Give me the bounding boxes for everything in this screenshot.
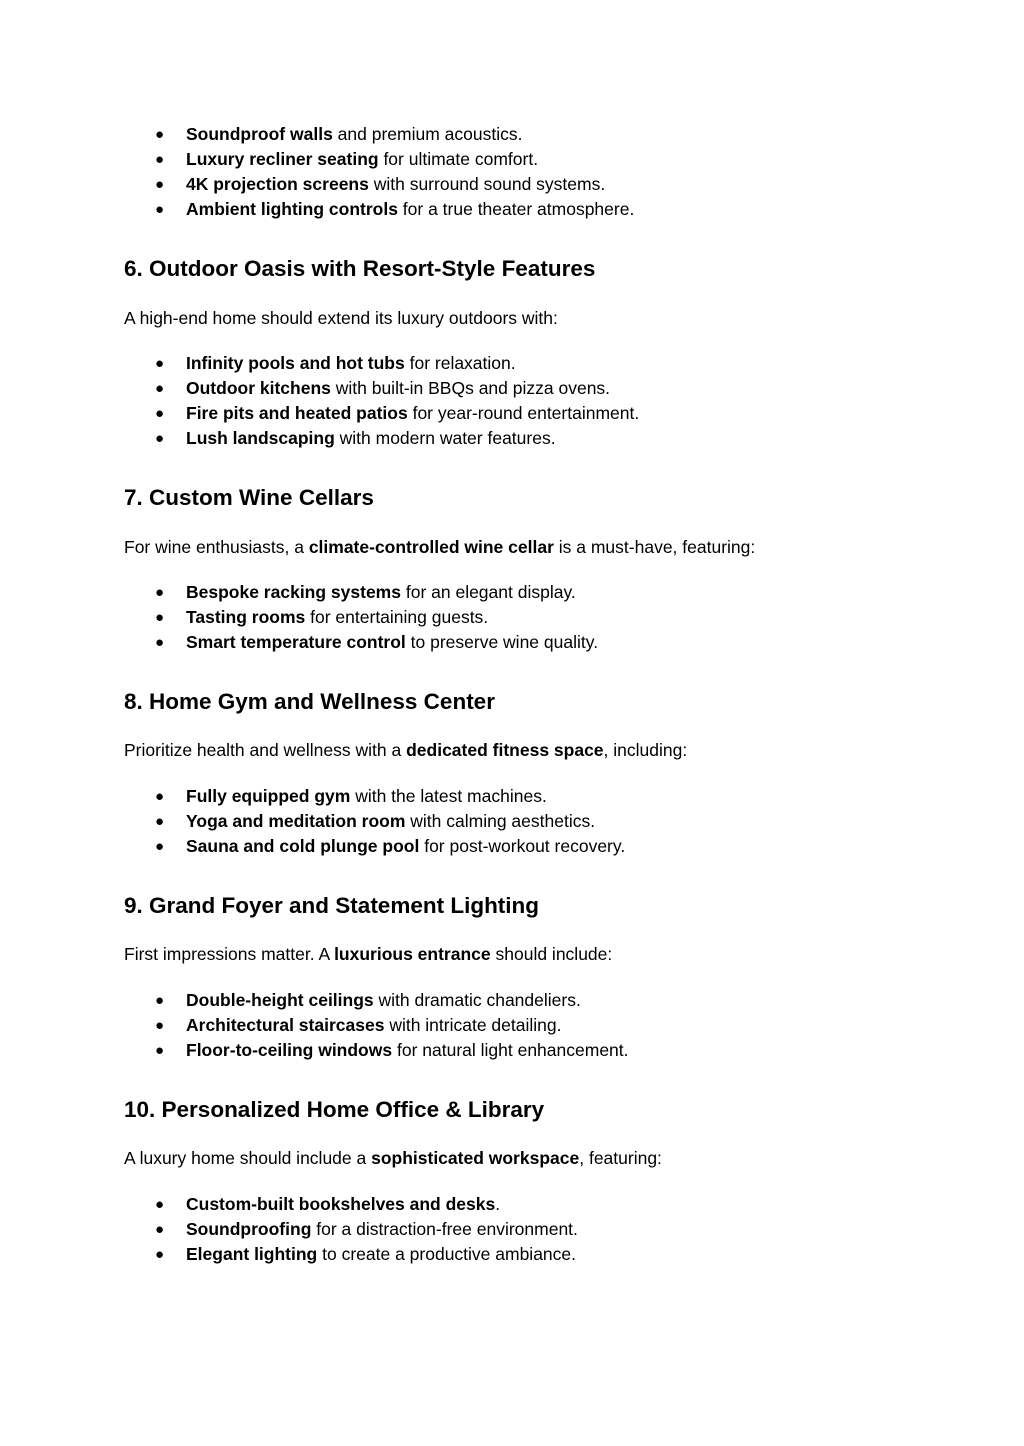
feature-description: for post-workout recovery.: [419, 836, 626, 856]
bullet-icon: ●: [155, 151, 165, 168]
section-7-feature-item: [124, 580, 598, 605]
bullet-icon: ●: [155, 355, 165, 372]
feature-name: Custom-built bookshelves and desks: [186, 1194, 496, 1214]
intro-text: , including:: [603, 740, 688, 760]
section-9-heading: 9. Grand Foyer and Statement Lighting: [124, 893, 540, 918]
feature-description: for entertaining guests.: [305, 607, 489, 627]
section-6-feature-item: [124, 351, 639, 376]
feature-description: for an elegant display.: [400, 582, 576, 602]
section-7-intro: [124, 535, 755, 560]
section-8-intro: [124, 738, 687, 763]
section-10-feature-item: [124, 1217, 578, 1242]
feature-description: with built-in BBQs and pizza ovens.: [330, 378, 611, 398]
section-10-intro: [124, 1146, 662, 1171]
bullet-icon: ●: [155, 201, 165, 218]
bullet-icon: ●: [155, 813, 165, 830]
feature-description: for relaxation.: [404, 353, 516, 373]
section-8-feature-item: [124, 784, 625, 809]
feature-name: Bespoke racking systems: [186, 582, 401, 602]
feature-name: Elegant lighting: [186, 1244, 318, 1264]
section-6-feature-item: [124, 376, 639, 401]
section-6-intro: [124, 306, 558, 331]
section-10-feature-item: [124, 1242, 578, 1267]
intro-text: , featuring:: [579, 1148, 662, 1168]
section-10-feature-item: [124, 1192, 578, 1217]
section-9-intro: [124, 942, 612, 967]
feature-name: Fire pits and heated patios: [186, 403, 408, 423]
intro-text: For wine enthusiasts, a: [124, 537, 309, 557]
bullet-icon: ●: [155, 838, 165, 855]
section-7-heading: 7. Custom Wine Cellars: [124, 485, 374, 510]
feature-name: Soundproof walls: [186, 124, 333, 144]
bullet-icon: ●: [155, 1017, 165, 1034]
feature-description: with modern water features.: [334, 428, 556, 448]
bullet-icon: ●: [155, 1246, 165, 1263]
intro-emphasis: dedicated fitness space: [406, 740, 604, 760]
section-9-feature-list: [124, 988, 629, 1063]
section-8-heading: 8. Home Gym and Wellness Center: [124, 689, 495, 714]
feature-name: Sauna and cold plunge pool: [186, 836, 420, 856]
section-6-feature-item: [124, 401, 639, 426]
feature-description: to preserve wine quality.: [405, 632, 599, 652]
bullet-icon: ●: [155, 405, 165, 422]
section-8-feature-item: [124, 809, 625, 834]
bullet-icon: ●: [155, 380, 165, 397]
feature-name: Smart temperature control: [186, 632, 406, 652]
bullet-icon: ●: [155, 634, 165, 651]
section-8-feature-item: [124, 834, 625, 859]
bullet-icon: ●: [155, 584, 165, 601]
bullet-icon: ●: [155, 609, 165, 626]
bullet-icon: ●: [155, 1196, 165, 1213]
section-7-feature-list: [124, 580, 598, 655]
section-10-heading: 10. Personalized Home Office & Library: [124, 1097, 545, 1122]
bullet-icon: ●: [155, 1042, 165, 1059]
feature-name: Luxury recliner seating: [186, 149, 379, 169]
intro-emphasis: luxurious entrance: [334, 944, 491, 964]
intro-text: First impressions matter. A: [124, 944, 335, 964]
home-theater-feature-item: [124, 172, 634, 197]
feature-name: Double-height ceilings: [186, 990, 374, 1010]
bullet-icon: ●: [155, 1221, 165, 1238]
feature-name: Architectural staircases: [186, 1015, 385, 1035]
feature-description: .: [495, 1194, 501, 1214]
section-7-feature-item: [124, 630, 598, 655]
feature-description: with calming aesthetics.: [405, 811, 596, 831]
intro-text: should include:: [490, 944, 613, 964]
home-theater-feature-list: [124, 122, 634, 222]
bullet-icon: ●: [155, 176, 165, 193]
feature-name: Outdoor kitchens: [186, 378, 331, 398]
bullet-icon: ●: [155, 430, 165, 447]
feature-description: with the latest machines.: [350, 786, 547, 806]
section-10-feature-list: [124, 1192, 578, 1267]
feature-name: Lush landscaping: [186, 428, 335, 448]
feature-description: for a distraction-free environment.: [311, 1219, 578, 1239]
feature-name: Fully equipped gym: [186, 786, 351, 806]
feature-description: for natural light enhancement.: [392, 1040, 629, 1060]
feature-description: with surround sound systems.: [368, 174, 606, 194]
section-8-feature-list: [124, 784, 625, 859]
section-7-feature-item: [124, 605, 598, 630]
section-9-feature-item: [124, 1013, 629, 1038]
feature-name: Ambient lighting controls: [186, 199, 398, 219]
section-9-feature-item: [124, 988, 629, 1013]
section-6-heading: 6. Outdoor Oasis with Resort-Style Features: [124, 256, 596, 281]
home-theater-feature-item: [124, 197, 634, 222]
feature-name: 4K projection screens: [186, 174, 369, 194]
bullet-icon: ●: [155, 788, 165, 805]
feature-name: Soundproofing: [186, 1219, 312, 1239]
intro-emphasis: sophisticated workspace: [371, 1148, 580, 1168]
intro-text: Prioritize health and wellness with a: [124, 740, 407, 760]
feature-description: for a true theater atmosphere.: [397, 199, 635, 219]
intro-emphasis: climate-controlled wine cellar: [308, 537, 554, 557]
feature-name: Yoga and meditation room: [186, 811, 406, 831]
section-9-feature-item: [124, 1038, 629, 1063]
feature-description: to create a productive ambiance.: [317, 1244, 577, 1264]
feature-name: Floor-to-ceiling windows: [186, 1040, 393, 1060]
feature-description: with intricate detailing.: [384, 1015, 562, 1035]
feature-description: for year-round entertainment.: [407, 403, 640, 423]
feature-name: Tasting rooms: [186, 607, 306, 627]
home-theater-feature-item: [124, 122, 634, 147]
home-theater-feature-item: [124, 147, 634, 172]
bullet-icon: ●: [155, 126, 165, 143]
feature-description: for ultimate comfort.: [378, 149, 539, 169]
bullet-icon: ●: [155, 992, 165, 1009]
feature-description: with dramatic chandeliers.: [373, 990, 581, 1010]
intro-text: is a must-have, featuring:: [553, 537, 756, 557]
intro-text: A luxury home should include a: [124, 1148, 372, 1168]
section-6-feature-list: [124, 351, 639, 451]
feature-name: Infinity pools and hot tubs: [186, 353, 405, 373]
section-6-feature-item: [124, 426, 639, 451]
feature-description: and premium acoustics.: [332, 124, 523, 144]
intro-text: A high-end home should extend its luxury outdoors with:: [124, 308, 558, 328]
